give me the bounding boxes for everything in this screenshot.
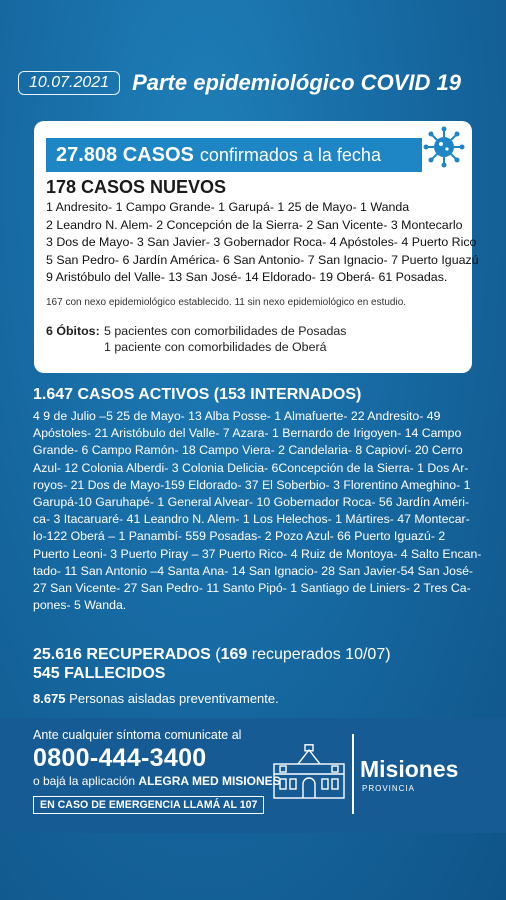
isolated-text: Personas aisladas preventivamente. [69, 691, 279, 706]
new-cases-title: 178 CASOS NUEVOS [46, 177, 227, 197]
page-title: Parte epidemiológico COVID 19 [132, 70, 461, 95]
phone-number[interactable]: 0800-444-3400 [33, 744, 207, 772]
obitos-line: 1 paciente con comorbilidades de Oberá [104, 340, 327, 354]
active-cases-line: lo-122 Oberá – 1 Panambí- 559 Posadas- 2 Pozo Azul- 66 Puerto Iguazú- 2 [33, 529, 446, 544]
government-building-icon [272, 744, 346, 800]
isolated-number: 8.675 [33, 691, 66, 706]
obitos-line: 5 pacientes con comorbilidades de Posadas [104, 324, 347, 338]
total-cases-number: 27.808 CASOS [56, 143, 194, 166]
new-cases-list [46, 199, 479, 287]
active-cases-line: Puerto Leoni- 3 Puerto Piray – 37 Puerto Rico- 4 Ruiz de Montoya- 4 Salto Encan- [33, 546, 482, 561]
recovered-day-text: recuperados 10/07) [251, 646, 391, 663]
contact-block [33, 728, 281, 814]
active-cases-line: 27 San Vicente- 27 San Pedro- 11 Santo Pipó- 1 Santiago de Liniers- 2 Tres Ca- [33, 581, 471, 596]
active-cases-line: royos- 21 Dos de Mayo-159 Eldorado- 37 El Soberbio- 3 Florentino Ameghino- 1 [33, 477, 471, 492]
nexo-note: 167 con nexo epidemiológico establecido. 11 sin nexo epidemiológico en estudio. [46, 297, 407, 308]
active-cases-title: 1.647 CASOS ACTIVOS (153 INTERNADOS) [33, 386, 362, 403]
misiones-logo-sub: PROVINCIA [362, 784, 416, 793]
contact-intro: Ante cualquier síntoma comunicate al [33, 728, 242, 742]
active-cases-line: Garupá-10 Garuhapé- 1 General Alvear- 10 Gobernador Roca- 56 Jardín Améri- [33, 495, 470, 510]
new-cases-line: 2 Leandro N. Alem- 2 Concepción de la Sierra- 2 San Vicente- 3 Montecarlo [46, 217, 463, 232]
obitos-label: 6 Óbitos: [46, 324, 100, 338]
active-cases-line: ca- 3 Itacaruaré- 41 Leandro N. Alem- 1 Los Helechos- 1 Mártires- 47 Montecar- [33, 512, 470, 527]
recovered-number: 25.616 RECUPERADOS [33, 646, 211, 663]
coronavirus-icon [422, 125, 466, 169]
active-cases-line: Grande- 6 Campo Ramón- 18 Campo Viera- 2 Candelaria- 8 Capioví- 20 Cerro [33, 443, 463, 458]
active-cases-line: pones- 5 Wanda. [33, 598, 127, 613]
new-cases-card [34, 121, 479, 373]
deaths-total: 545 FALLECIDOS [33, 665, 166, 682]
misiones-logo: Misiones [360, 756, 459, 782]
bottom-band [0, 833, 506, 900]
date-badge: 10.07.2021 [18, 71, 120, 95]
active-cases-line: Apóstoles- 21 Aristóbulo del Valle- 7 Azara- 1 Bernardo de Irigoyen- 14 Campo [33, 426, 462, 441]
recovered-paren: ( [215, 646, 221, 663]
active-cases-line: 4 9 de Julio –5 25 de Mayo- 13 Alba Posse- 1 Almafuerte- 22 Andresito- 49 [33, 409, 441, 423]
recovered-day-number: 169 [220, 646, 248, 663]
new-cases-line: 1 Andresito- 1 Campo Grande- 1 Garupá- 1 25 de Mayo- 1 Wanda [46, 200, 410, 214]
recovered-line [33, 646, 391, 664]
app-name: ALEGRA MED MISIONES [138, 774, 281, 788]
obitos-section [46, 323, 346, 355]
isolated-line [33, 691, 279, 706]
new-cases-line: 5 San Pedro- 6 Jardín América- 6 San Antonio- 7 San Ignacio- 7 Puerto Iguazú [46, 252, 479, 267]
active-cases-line: Azul- 12 Colonia Alberdi- 3 Colonia Delicia- 6Concepción de la Sierra- 1 Dos Ar- [33, 460, 469, 475]
new-cases-line: 9 Aristóbulo del Valle- 13 San José- 14 Eldorado- 19 Oberá- 61 Posadas. [46, 270, 448, 285]
header [18, 68, 488, 98]
logo-divider [352, 734, 354, 814]
app-line [33, 774, 281, 788]
active-cases-line: tado- 11 San Antonio –4 Santa Ana- 14 San Ignacio- 28 San Javier-54 San José- [33, 563, 474, 578]
app-line-prefix: o bajá la aplicación [33, 774, 136, 788]
active-cases-list [33, 408, 481, 614]
new-cases-line: 3 Dos de Mayo- 3 San Javier- 3 Gobernador Roca- 4 Apóstoles- 4 Puerto Rico [46, 235, 477, 250]
total-cases-banner [46, 138, 422, 172]
footer [0, 718, 506, 833]
emergency-box: EN CASO DE EMERGENCIA LLAMÁ AL 107 [33, 796, 264, 814]
total-cases-text: confirmados a la fecha [199, 144, 381, 165]
